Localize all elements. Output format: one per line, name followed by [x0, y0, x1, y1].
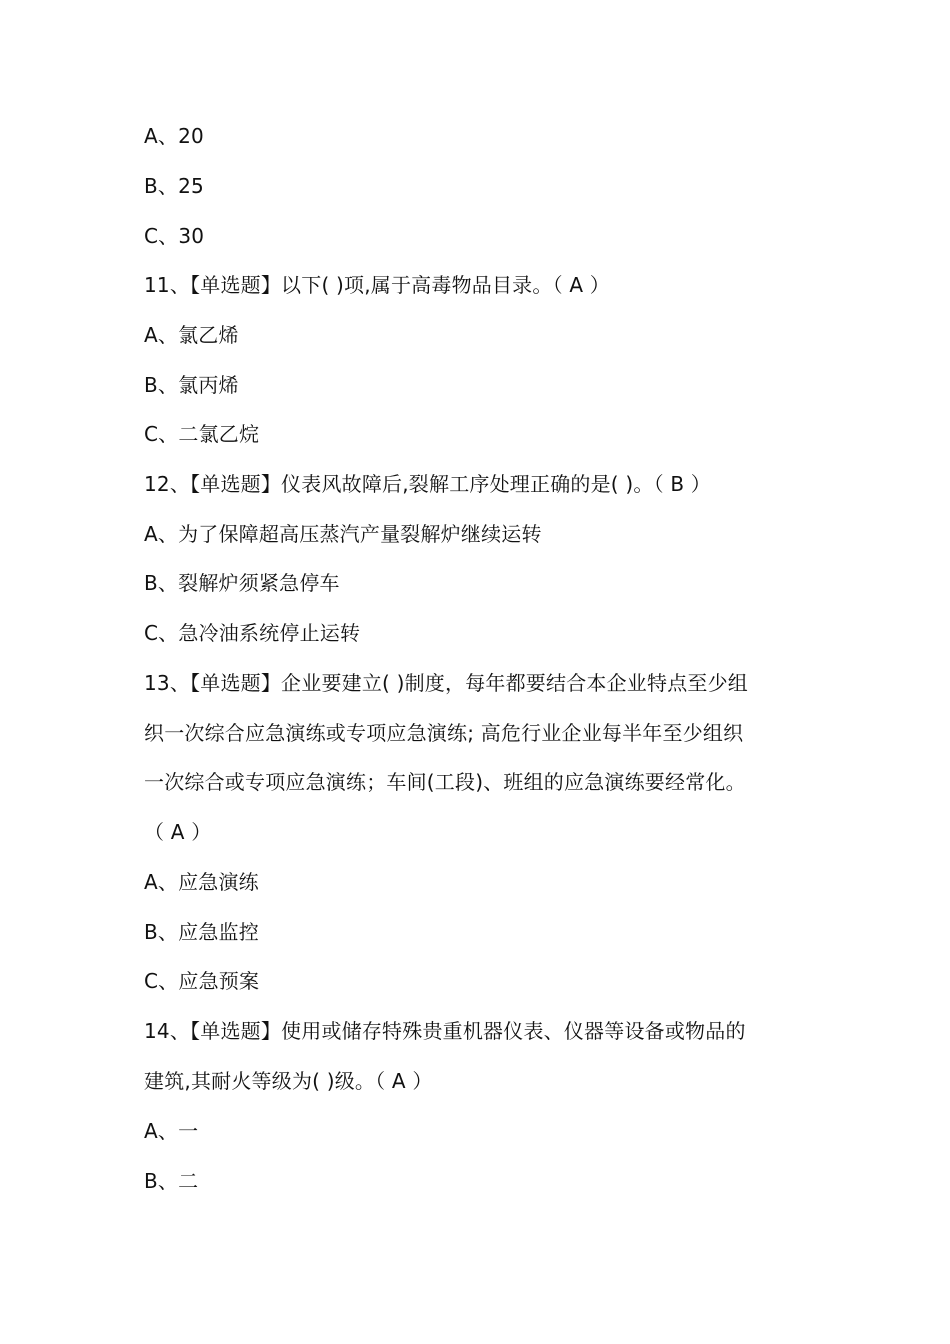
option-line: C、应急预案	[144, 969, 260, 993]
question-13-answer: （ A ）	[144, 820, 212, 844]
question-14: 14、【单选题】使用或储存特殊贵重机器仪表、仪器等设备或物品的	[144, 1019, 746, 1043]
option-line: A、氯乙烯	[144, 323, 239, 347]
question-13: 13、【单选题】企业要建立( )制度，每年都要结合本企业特点至少组	[144, 671, 749, 695]
option-line: C、急冷油系统停止运转	[144, 621, 361, 645]
question-11: 11、【单选题】以下( )项,属于高毒物品目录。（ A ）	[144, 273, 610, 297]
option-line: C、二氯乙烷	[144, 422, 260, 446]
option-line: A、应急演练	[144, 870, 259, 894]
option-line: B、二	[144, 1169, 199, 1193]
question-12: 12、【单选题】仪表风故障后,裂解工序处理正确的是( )。（ B ）	[144, 472, 712, 496]
question-13-continued: 一次综合或专项应急演练；车间(工段)、班组的应急演练要经常化。	[144, 770, 746, 794]
option-line: C、30	[144, 224, 205, 248]
option-line: A、一	[144, 1119, 199, 1143]
option-line: B、氯丙烯	[144, 373, 239, 397]
question-14-continued: 建筑,其耐火等级为( )级。（ A ）	[144, 1069, 433, 1093]
option-line: A、为了保障超高压蒸汽产量裂解炉继续运转	[144, 522, 542, 546]
option-line: A、20	[144, 124, 204, 148]
option-line: B、应急监控	[144, 920, 259, 944]
option-line: B、裂解炉须紧急停车	[144, 571, 340, 595]
question-13-continued: 织一次综合应急演练或专项应急演练; 高危行业企业每半年至少组织	[144, 721, 744, 745]
option-line: B、25	[144, 174, 204, 198]
